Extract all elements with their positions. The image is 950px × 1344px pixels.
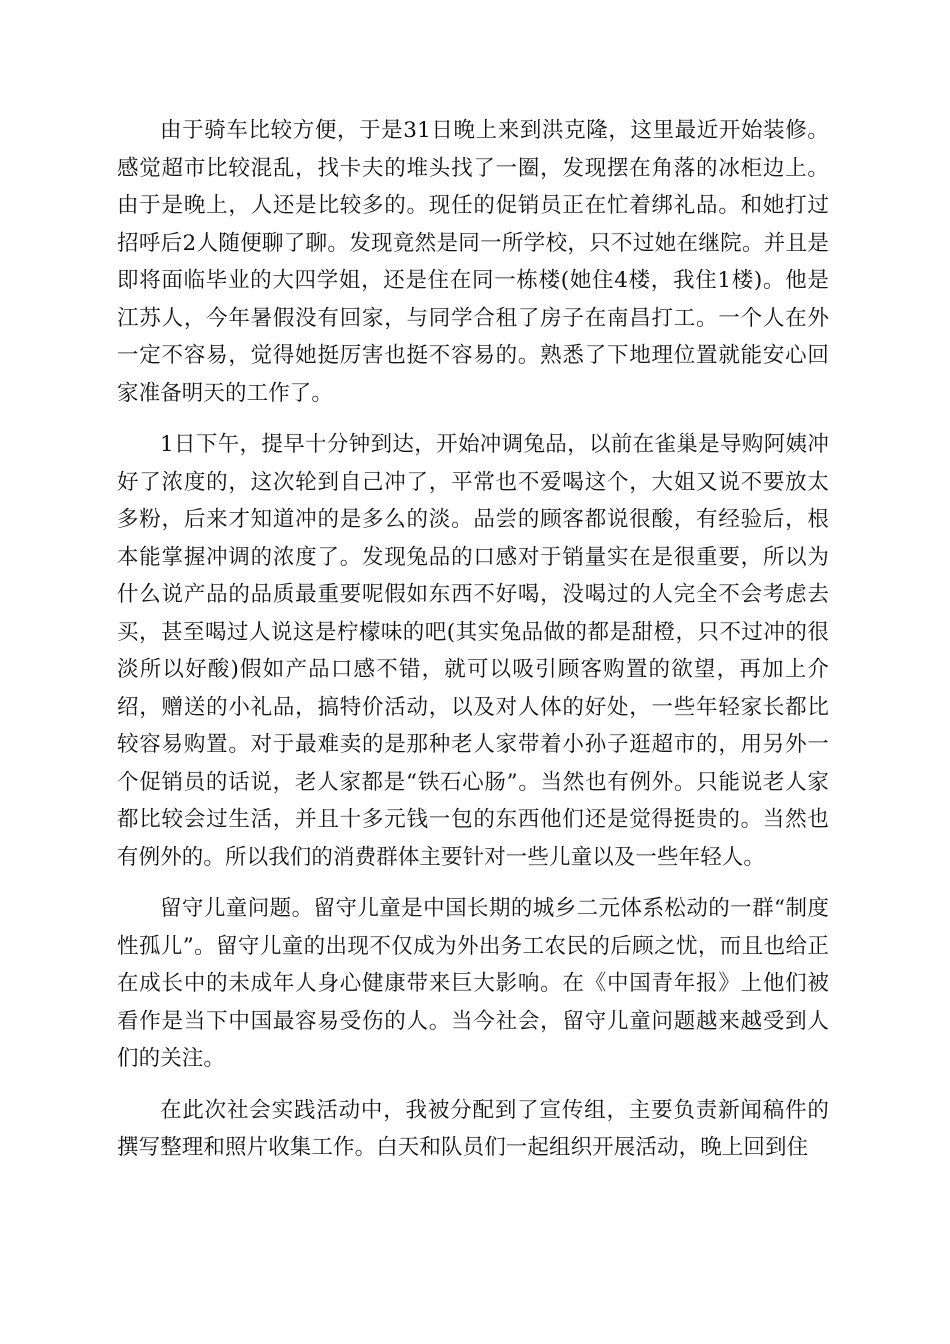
paragraph-2: 1日下午，提早十分钟到达，开始冲调兔品，以前在雀巢是导购阿姨冲好了浓度的，这次轮到自己冲了，平常也不爱喝这个，大姐又说不要放太多粉，后来才知道冲的是多么的淡。品尝的顾客都说很酸，有经验后，根本能掌握冲调的浓度了。发现兔品的口感对于销量实在是很重要，所以为什么说产品的品质最重要呢假如东西不好喝，没喝过的人完全不会考虑去买，甚至喝过人说这是柠檬味的吧(其实兔品做的都是甜橙，只不过冲的很淡所以好酸)假如产品口感不错，就可以吸引顾客购置的欲望，再加上介绍，赠送的小礼品，搞特价活动，以及对人体的好处，一些年轻家长都比较容易购置。对于最难卖的是那种老人家带着小孙子逛超市的，用另外一个促销员的话说，老人家都是“铁石心肠”。当然也有例外。只能说老人家都比较会过生活，并且十多元钱一包的东西他们还是觉得挺贵的。当然也有例外的。所以我们的消费群体主要针对一些儿童以及一些年轻人。 [117, 432, 829, 870]
paragraph-3: 留守儿童问题。留守儿童是中国长期的城乡二元体系松动的一群“制度性孤儿”。留守儿童的出现不仅成为外出务工农民的后顾之忧，而且也给正在成长中的未成年人身心健康带来巨大影响。在《中国青年报》上他们被看作是当下中国最容易受伤的人。当今社会，留守儿童问题越来越受到人们的关注。 [117, 896, 829, 1071]
paragraph-4: 在此次社会实践活动中，我被分配到了宣传组，主要负责新闻稿件的撰写整理和照片收集工作。白天和队员们一起组织开展活动，晚上回到住 [117, 1097, 829, 1160]
document-body [117, 112, 829, 1181]
paragraph-1: 由于骑车比较方便，于是31日晚上来到洪克隆，这里最近开始装修。感觉超市比较混乱，找卡夫的堆头找了一圈，发现摆在角落的冰柜边上。由于是晚上，人还是比较多的。现任的促销员正在忙着绑礼品。和她打过招呼后2人随便聊了聊。发现竟然是同一所学校，只不过她在继院。并且是即将面临毕业的大四学姐，还是住在同一栋楼(她住4楼，我住1楼)。他是江苏人，今年暑假没有回家，与同学合租了房子在南昌打工。一个人在外一定不容易，觉得她挺厉害也挺不容易的。熟悉了下地理位置就能安心回家准备明天的工作了。 [117, 118, 829, 406]
